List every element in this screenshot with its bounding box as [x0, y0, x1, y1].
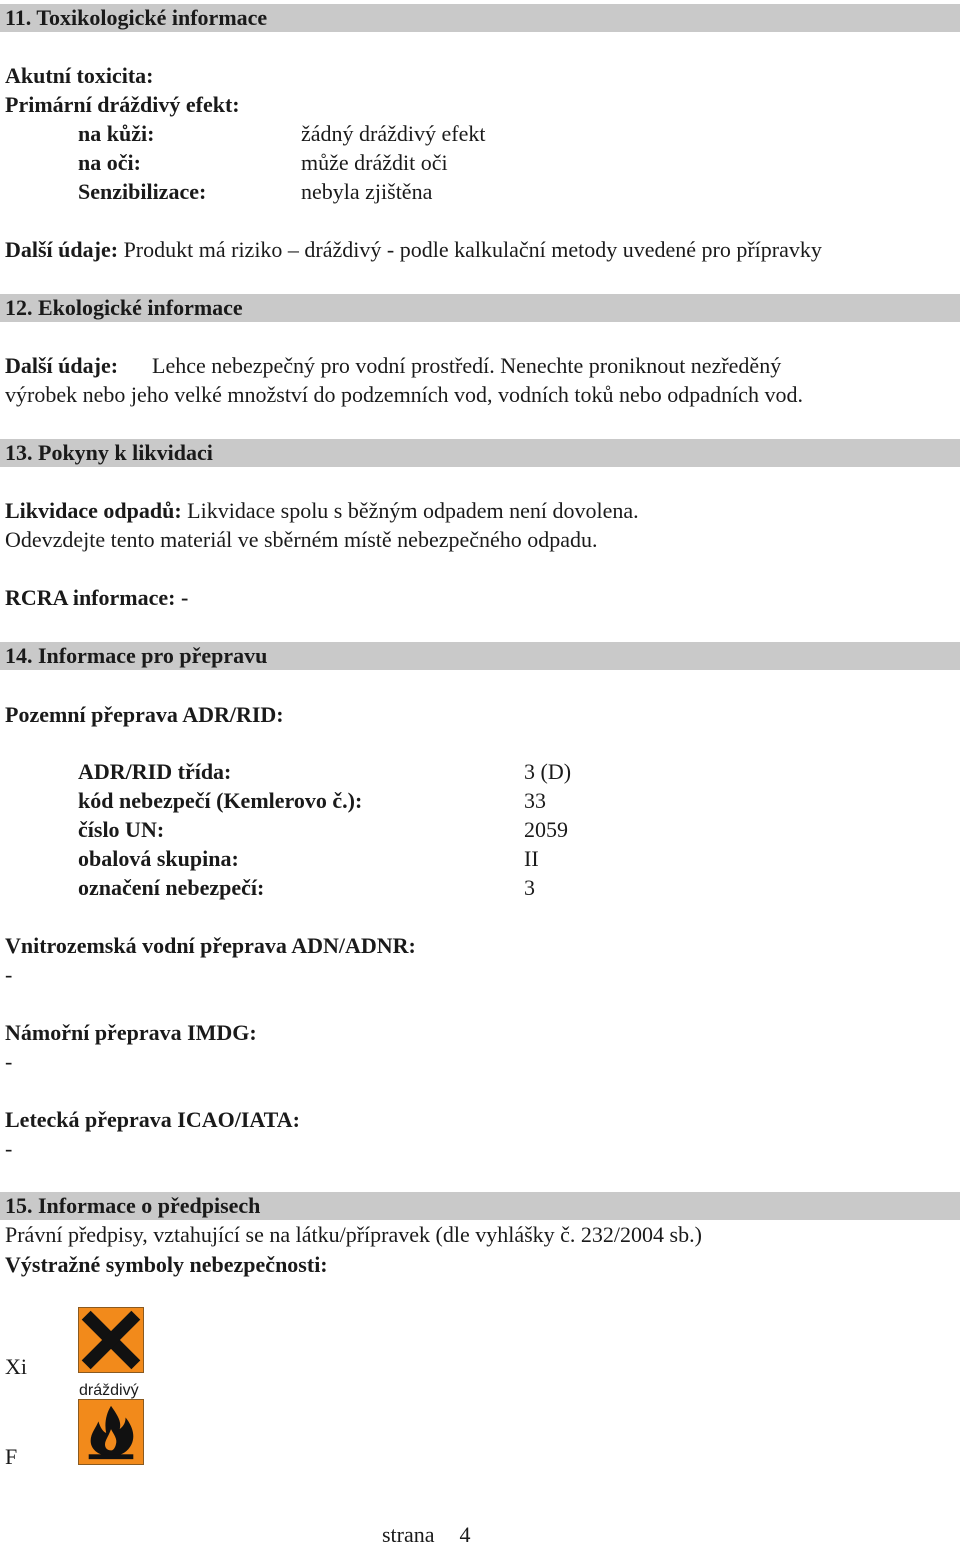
skin-label: na kůži: — [78, 121, 155, 146]
section-14-header — [0, 642, 960, 670]
acute-toxicity-label: Akutní toxicita: — [5, 63, 154, 88]
skin-value: žádný dráždivý efekt — [301, 121, 486, 146]
un-number-value: 2059 — [524, 817, 568, 842]
sea-transport-value: - — [5, 1049, 13, 1074]
land-transport-label: Pozemní přeprava ADR/RID: — [5, 702, 284, 727]
section-11-title: 11. Toxikologické informace — [5, 5, 268, 30]
s11-more-info — [5, 236, 822, 264]
section-13-title: 13. Pokyny k likvidaci — [5, 440, 213, 465]
cross-icon — [78, 1307, 144, 1373]
hazard-label-label: označení nebezpečí: — [78, 875, 265, 900]
inland-transport-value: - — [5, 962, 13, 987]
symbol-code-f: F — [5, 1444, 18, 1469]
inland-transport-label: Vnitrozemská vodní přeprava ADN/ADNR: — [5, 933, 416, 958]
adr-class-value: 3 (D) — [524, 759, 572, 784]
kemler-value: 33 — [524, 788, 546, 813]
s12-line2: výrobek nebo jeho velké množství do podzemních vod, vodních toků nebo odpadních vod. — [5, 382, 803, 407]
eyes-label: na oči: — [78, 150, 141, 175]
s11-more-label: Další údaje: — [5, 237, 119, 262]
section-14-title: 14. Informace pro přepravu — [5, 643, 268, 668]
sensitization-label: Senzibilizace: — [78, 179, 207, 204]
air-transport-value: - — [5, 1136, 13, 1161]
s12-line1: Lehce nebezpečný pro vodní prostředí. Nenechte proniknout nezředěný — [152, 353, 782, 378]
disposal-text: Likvidace spolu s běžným odpadem není dovolena. — [187, 498, 639, 523]
section-12-header — [0, 294, 960, 322]
disposal-label: Likvidace odpadů: — [5, 498, 182, 523]
disposal-line1 — [5, 497, 639, 525]
un-number-label: číslo UN: — [78, 817, 165, 842]
section-11-header — [0, 4, 960, 32]
symbol-code-xi: Xi — [5, 1354, 27, 1379]
page-label: strana — [382, 1522, 435, 1547]
s12-more-label: Další údaje: — [5, 353, 119, 378]
kemler-label: kód nebezpečí (Kemlerovo č.): — [78, 788, 363, 813]
section-12-title: 12. Ekologické informace — [5, 295, 243, 320]
disposal-line2: Odevzdejte tento materiál ve sběrném místě nebezpečného odpadu. — [5, 527, 598, 552]
page-footer — [382, 1521, 471, 1549]
flame-icon — [78, 1399, 144, 1465]
rcra-info: RCRA informace: - — [5, 585, 189, 610]
section-15-title: 15. Informace o předpisech — [5, 1193, 261, 1218]
packing-group-value: II — [524, 846, 539, 871]
eyes-value: může dráždit oči — [301, 150, 448, 175]
air-transport-label: Letecká přeprava ICAO/IATA: — [5, 1107, 300, 1132]
packing-group-label: obalová skupina: — [78, 846, 239, 871]
sensitization-value: nebyla zjištěna — [301, 179, 433, 204]
hazard-symbols-label: Výstražné symboly nebezpečnosti: — [5, 1252, 328, 1277]
page-number: 4 — [459, 1522, 471, 1547]
hazard-label-value: 3 — [524, 875, 535, 900]
sea-transport-label: Námořní přeprava IMDG: — [5, 1020, 257, 1045]
section-15-header — [0, 1192, 960, 1220]
section-13-header — [0, 439, 960, 467]
adr-class-label: ADR/RID třída: — [78, 759, 232, 784]
regulations-line: Právní předpisy, vztahující se na látku/přípravek (dle vyhlášky č. 232/2004 sb.) — [5, 1222, 702, 1247]
s11-more-text: Produkt má riziko – dráždivý - podle kalkulační metody uvedené pro přípravky — [123, 237, 822, 262]
symbol-caption-irritant: dráždivý — [79, 1382, 139, 1399]
primary-irritant-label: Primární dráždivý efekt: — [5, 92, 240, 117]
